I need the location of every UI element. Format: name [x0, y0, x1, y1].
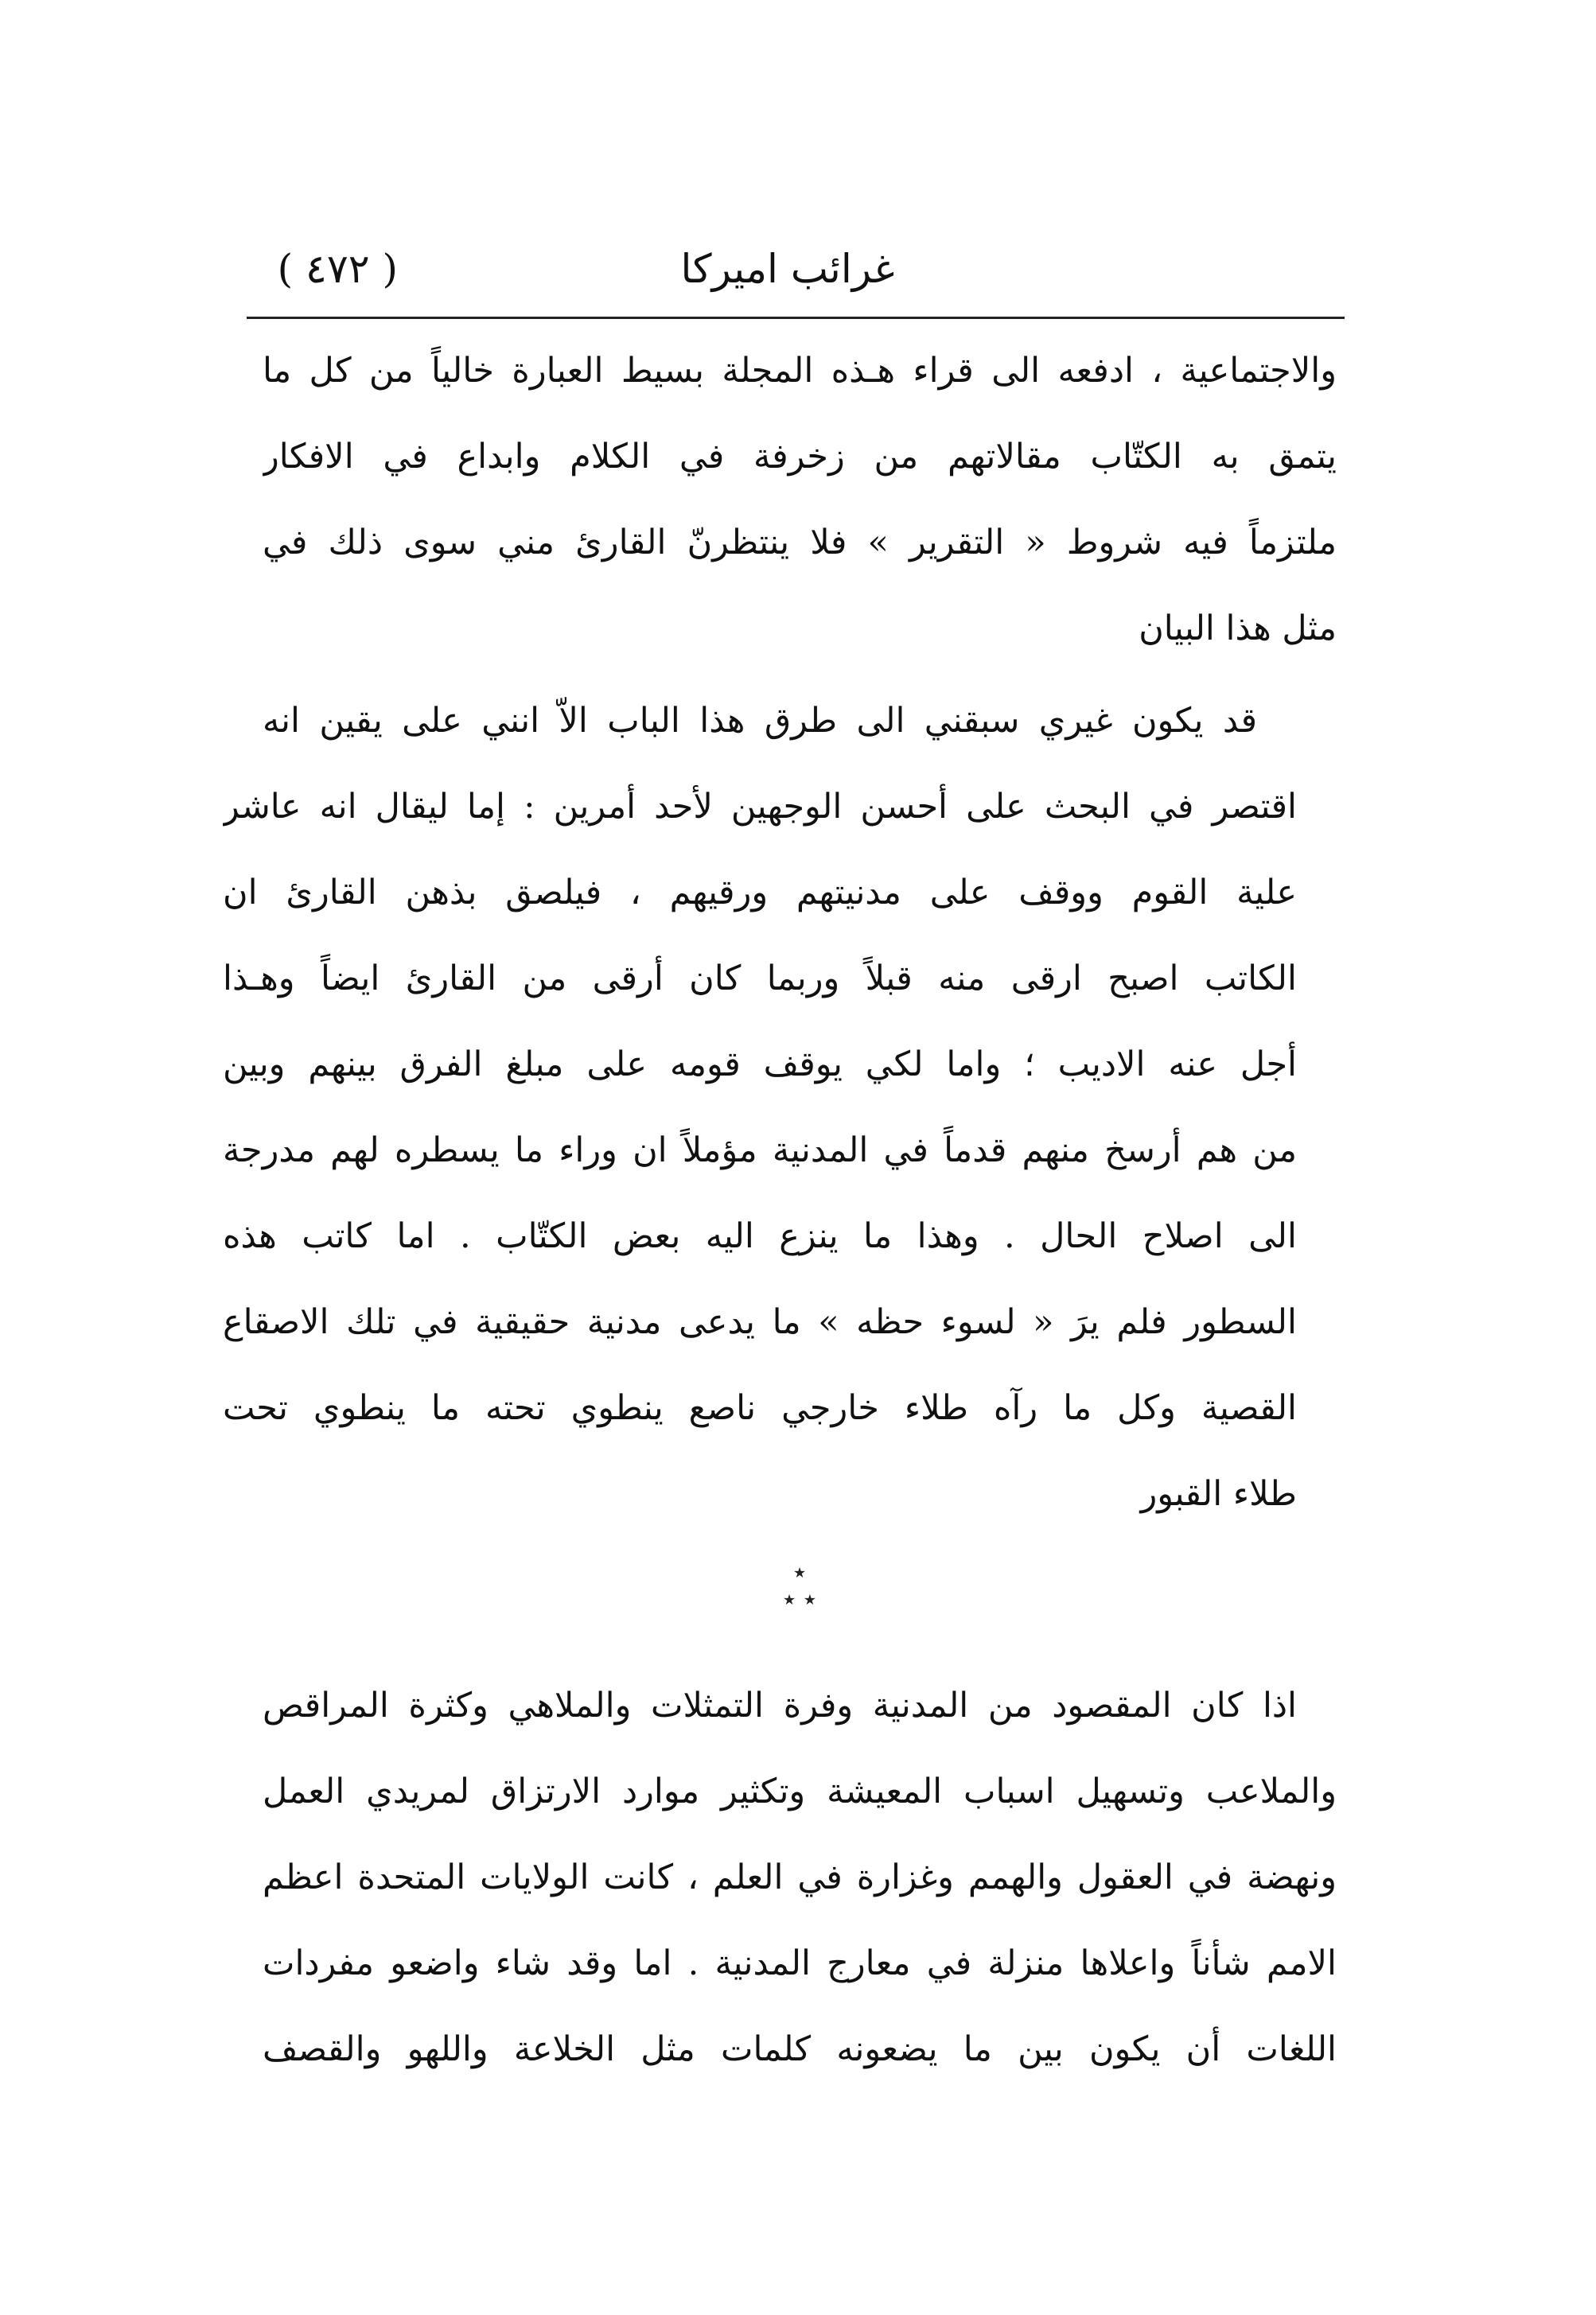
text-line: اقتصر في البحث على أحسن الوجهين لأحد أمرين : إما ليقال انه عاشر: [223, 787, 1297, 827]
text-line: والاجتماعية ، ادفعه الى قراء هـذه المجلة بسيط العبارة خالياً من كل ما: [263, 351, 1337, 391]
paragraph-3: [263, 1663, 1337, 2092]
text-line: اذا كان المقصود من المدنية وفرة التمثلات والملاهي وكثرة المراقص: [263, 1686, 1297, 1726]
page-header: [255, 239, 1337, 310]
text-line: مثل هذا البيان: [1139, 609, 1337, 648]
text-line: ملتزماً فيه شروط « التقرير » فلا ينتظرنّ القارئ مني سوى ذلك في: [263, 523, 1337, 562]
text-line: قد يكون غيري سبقني الى طرق هذا الباب الاّ انني على يقين انه: [263, 701, 1257, 741]
separator-star-top: ٭: [792, 1558, 807, 1586]
text-line: من هم أرسخ منهم قدماً في المدنية مؤملاً ان وراء ما يسطره لهم مدرجة: [223, 1130, 1297, 1170]
running-title: غرائب اميركا: [680, 246, 895, 292]
text-line: طلاء القبور: [1140, 1474, 1297, 1514]
text-line: أجل عنه الاديب ؛ واما لكي يوقف قومه على مبلغ الفرق بينهم وبين: [223, 1045, 1297, 1084]
text-line: يتمق به الكتّاب مقالاتهم من زخرفة في الكلام وابداع في الافكار: [263, 437, 1337, 477]
text-line: والملاعب وتسهيل اسباب المعيشة وتكثير موارد الارتزاق لمريدي العمل: [263, 1772, 1337, 1811]
paragraph-1: [263, 328, 1337, 671]
text-line: السطور فلم يرَ « لسوء حظه » ما يدعى مدنية حقيقية في تلك الاصقاع: [223, 1302, 1297, 1342]
header-rule: [247, 317, 1345, 319]
text-line: علية القوم ووقف على مدنيتهم ورقيهم ، فيلصق بذهن القارئ ان: [223, 873, 1297, 912]
text-line: ونهضة في العقول والهمم وغزارة في العلم ، كانت الولايات المتحدة اعظم: [263, 1858, 1337, 1897]
page-number: ( ٤٧٢ ): [277, 246, 398, 292]
section-separator: [756, 1559, 843, 1623]
text-line: اللغات أن يكون بين ما يضعونه كلمات مثل الخلاعة واللهو والقصف: [263, 2029, 1337, 2069]
text-line: الكاتب اصبح ارقى منه قبلاً وربما كان أرقى من القارئ ايضاً وهـذا: [223, 959, 1297, 998]
text-line: الى اصلاح الحال . وهذا ما ينزع اليه بعض الكتّاب . اما كاتب هذه: [223, 1216, 1297, 1256]
paragraph-2: [223, 678, 1297, 1537]
text-line: الامم شأناً واعلاها منزلة في معارج المدنية . اما وقد شاء واضعو مفردات: [263, 1943, 1337, 1983]
text-line: القصية وكل ما رآه طلاء خارجي ناصع ينطوي تحته ما ينطوي تحت: [223, 1388, 1297, 1428]
separator-stars-bottom: ٭ ٭: [782, 1585, 817, 1613]
